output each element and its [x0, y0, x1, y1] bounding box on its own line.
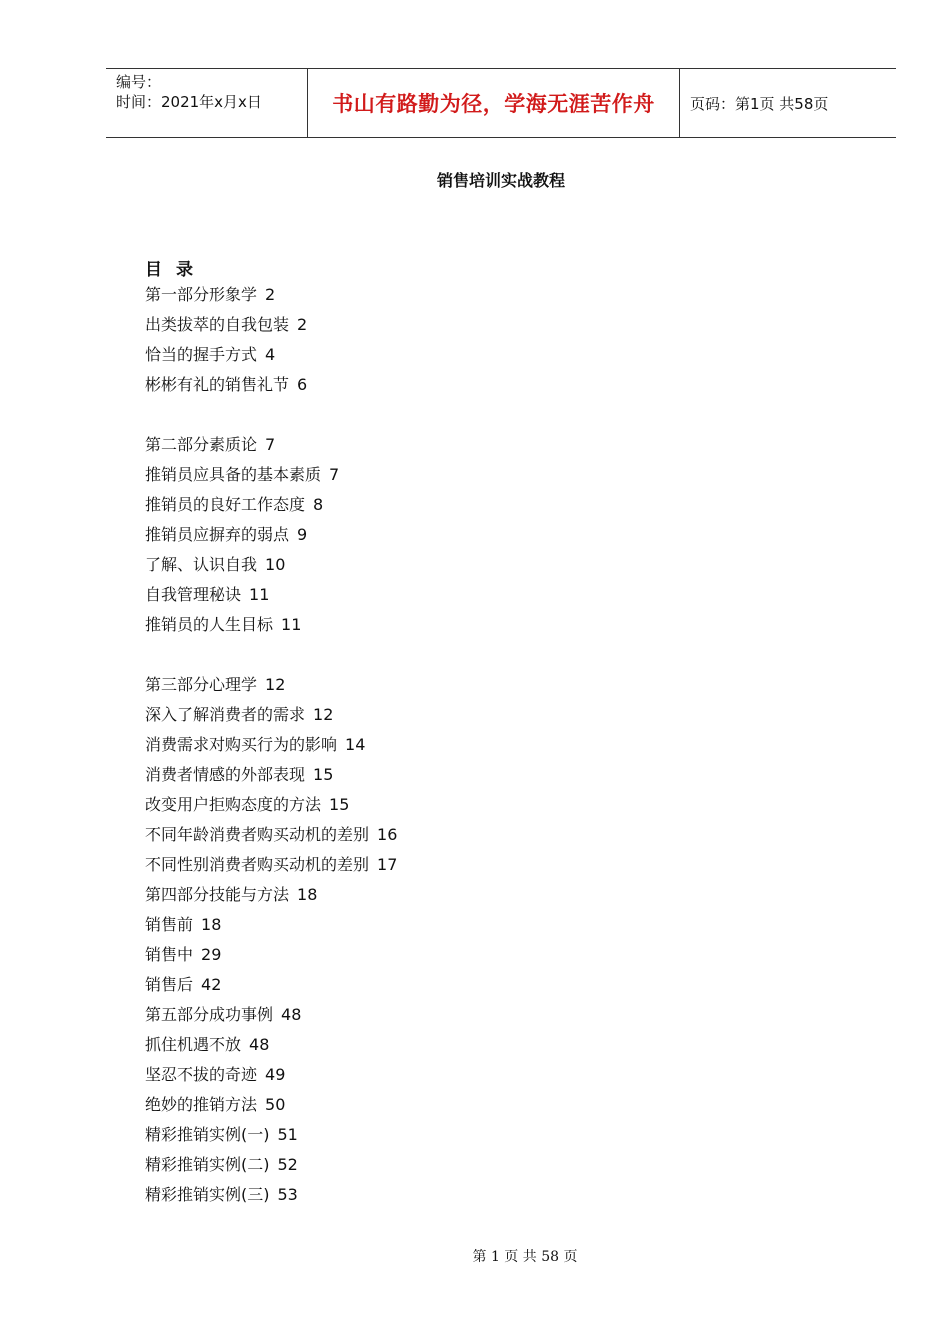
toc-entry-page: 42 — [201, 975, 222, 994]
toc-entry-label: 自我管理秘诀 — [145, 585, 242, 604]
toc-entry-label: 推销员的人生目标 — [145, 615, 274, 634]
toc-entry[interactable] — [145, 1030, 397, 1060]
toc-heading: 目录 — [145, 260, 207, 280]
toc-entry-label: 第一部分形象学 — [145, 285, 258, 304]
page-footer: 第 1 页 共 58 页 — [472, 1249, 578, 1265]
header-page-info: 页码：第1页 共58页 — [690, 94, 829, 113]
toc-entry-label: 推销员应摒弃的弱点 — [145, 525, 290, 544]
toc-entry[interactable] — [145, 1150, 397, 1180]
toc-entry-label: 抓住机遇不放 — [145, 1035, 242, 1054]
toc-entry-label: 销售前 — [145, 915, 194, 934]
toc-entry[interactable] — [145, 550, 397, 580]
toc-entry[interactable] — [145, 280, 397, 310]
toc-entry[interactable] — [145, 730, 397, 760]
toc-entry-label: 精彩推销实例(二) — [145, 1155, 270, 1174]
toc-entry[interactable] — [145, 790, 397, 820]
toc-entry-label: 销售中 — [145, 945, 194, 964]
toc-entry[interactable] — [145, 880, 397, 910]
toc-entry[interactable] — [145, 820, 397, 850]
toc-entry[interactable] — [145, 580, 397, 610]
toc-entry[interactable] — [145, 970, 397, 1000]
toc-entry-page: 2 — [265, 285, 276, 304]
toc-entry-page: 12 — [313, 705, 334, 724]
toc-entry[interactable] — [145, 760, 397, 790]
toc-entry-label: 第三部分心理学 — [145, 675, 258, 694]
toc-entry-page: 11 — [249, 585, 270, 604]
header-meta — [106, 69, 308, 137]
toc-entry-label: 改变用户拒购态度的方法 — [145, 795, 322, 814]
toc-entry[interactable] — [145, 1060, 397, 1090]
toc-entry[interactable] — [145, 490, 397, 520]
toc-entry-label: 恰当的握手方式 — [145, 345, 258, 364]
toc-entry-page: 15 — [313, 765, 334, 784]
toc-entry-label: 推销员的良好工作态度 — [145, 495, 306, 514]
toc-entry-label: 销售后 — [145, 975, 194, 994]
toc-entry[interactable] — [145, 1000, 397, 1030]
toc-entry[interactable] — [145, 1090, 397, 1120]
toc-entry-page: 49 — [265, 1065, 286, 1084]
toc-entry-page: 11 — [281, 615, 302, 634]
toc-entry[interactable] — [145, 850, 397, 880]
toc-entry-page: 16 — [377, 825, 398, 844]
toc-entry-label: 推销员应具备的基本素质 — [145, 465, 322, 484]
toc-entry-page: 7 — [329, 465, 340, 484]
toc-entry-page: 18 — [201, 915, 222, 934]
toc-entry-page: 15 — [329, 795, 350, 814]
toc-entry-label: 第五部分成功事例 — [145, 1005, 274, 1024]
toc-entry-page: 48 — [281, 1005, 302, 1024]
toc-entry[interactable] — [145, 910, 397, 940]
toc-entry-label: 精彩推销实例(三) — [145, 1185, 270, 1204]
toc-entry-page: 7 — [265, 435, 276, 454]
toc-entry-label: 彬彬有礼的销售礼节 — [145, 375, 290, 394]
toc-entry-label: 绝妙的推销方法 — [145, 1095, 258, 1114]
toc-entry-page: 18 — [297, 885, 318, 904]
code-label: 编号： — [116, 73, 162, 91]
toc-entry-page: 10 — [265, 555, 286, 574]
toc-entry[interactable] — [145, 1180, 397, 1210]
toc-entry[interactable] — [145, 310, 397, 340]
toc-entry-label: 第四部分技能与方法 — [145, 885, 290, 904]
toc-entry-page: 4 — [265, 345, 276, 364]
toc-entry-page: 50 — [265, 1095, 286, 1114]
toc-entry-label: 了解、认识自我 — [145, 555, 258, 574]
toc-entry-page: 52 — [277, 1155, 298, 1174]
header-motto: 书山有路勤为径，学海无涯苦作舟 — [308, 69, 680, 137]
toc-entry[interactable] — [145, 670, 397, 700]
toc-entry-label: 深入了解消费者的需求 — [145, 705, 306, 724]
toc-entry-page: 53 — [277, 1185, 298, 1204]
toc-entry-page: 14 — [345, 735, 366, 754]
document-title: 销售培训实战教程 — [436, 171, 565, 190]
toc-entry-page: 8 — [313, 495, 324, 514]
toc-entry[interactable] — [145, 430, 397, 460]
toc-entry[interactable] — [145, 700, 397, 730]
toc-entry-label: 不同年龄消费者购买动机的差别 — [145, 825, 370, 844]
toc-entry[interactable] — [145, 1120, 397, 1150]
toc-entry-label: 第二部分素质论 — [145, 435, 258, 454]
toc-entry[interactable] — [145, 610, 397, 640]
toc-entry-label: 消费需求对购买行为的影响 — [145, 735, 338, 754]
toc-entry-page: 9 — [297, 525, 308, 544]
toc-entry-page: 6 — [297, 375, 308, 394]
toc-entry-label: 出类拔萃的自我包装 — [145, 315, 290, 334]
toc-entry-label: 消费者情感的外部表现 — [145, 765, 306, 784]
toc-entry-page: 29 — [201, 945, 222, 964]
toc-entry-page: 17 — [377, 855, 398, 874]
toc-entry[interactable] — [145, 460, 397, 490]
toc-entry[interactable] — [145, 940, 397, 970]
toc-list — [145, 280, 397, 1210]
page-header — [106, 68, 896, 138]
toc-entry-page: 51 — [277, 1125, 298, 1144]
toc-entry-page: 12 — [265, 675, 286, 694]
toc-entry-label: 精彩推销实例(一) — [145, 1125, 270, 1144]
toc-entry-label: 不同性别消费者购买动机的差别 — [145, 855, 370, 874]
toc-entry[interactable] — [145, 520, 397, 550]
toc-entry-label: 坚忍不拔的奇迹 — [145, 1065, 258, 1084]
toc-entry[interactable] — [145, 370, 397, 400]
time-label: 时间：2021年x月x日 — [116, 93, 262, 111]
toc-entry-page: 2 — [297, 315, 308, 334]
toc-entry[interactable] — [145, 340, 397, 370]
toc-entry-page: 48 — [249, 1035, 270, 1054]
